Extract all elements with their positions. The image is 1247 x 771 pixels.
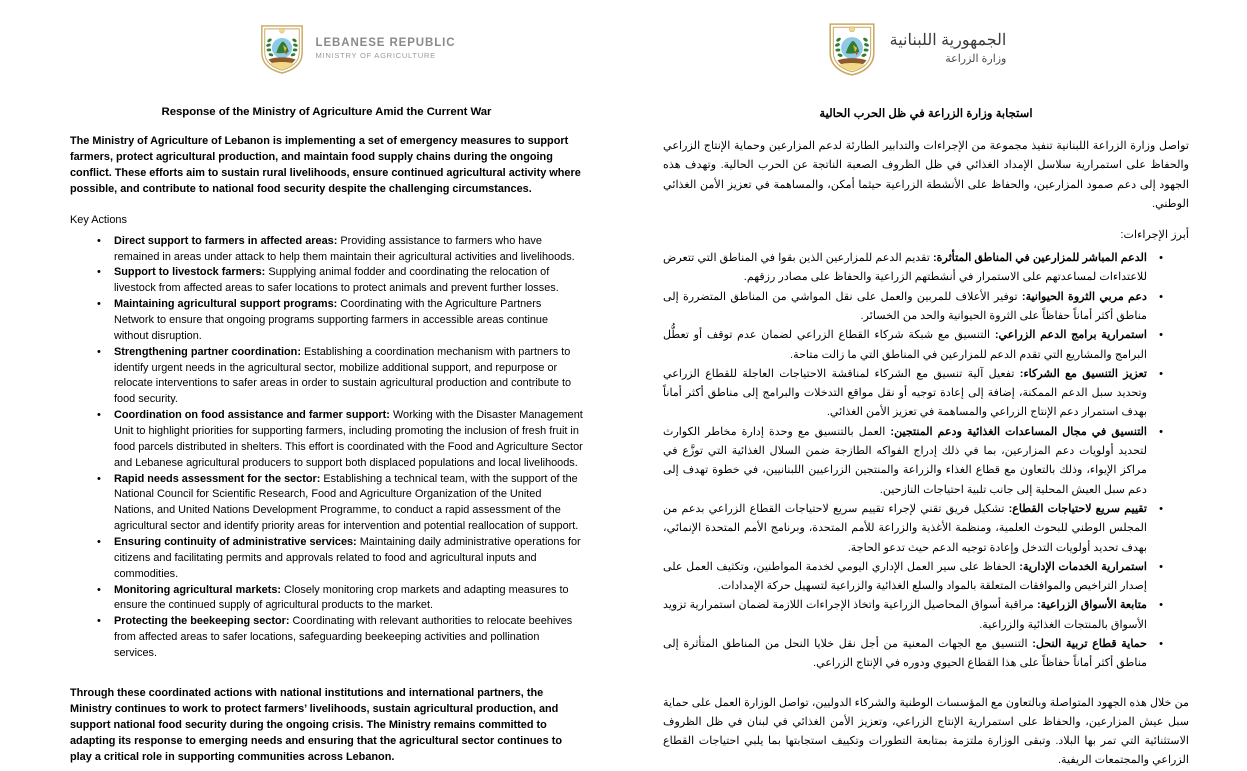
list-item-text: العمل بالتنسيق مع وحدة إدارة مخاطر الكوارث لتحديد أولويات دعم المزارعين، بما في ذلك إدراج الفواكه الطازجة ضمن السلال الغذائية التي توزَّع في مراكز الإيواء، وذلك بالتعاون مع قطاع الغذاء والزراعة والمنتجين الزراعيين اللبنانيين، في خطوة تهدف إلى دعم سبل العيش المحلية إلى جانب تلبية احتياجات النازحين. (663, 425, 1147, 496)
list-item-text: Supplying animal fodder and coordinating the relocation of livestock from affected areas to safer locations to protect animals and prevent further losses. (114, 266, 559, 295)
closing-paragraph-english: Through these coordinated actions with national institutions and international partners, the Ministry continues to work to protect farmers’ livelihoods, sustain agricultural production, and support national food security during the ongoing crisis. The Ministry remains committed to adapting its response to emerging needs and ensuring that the agricultural sector continues to play a critical role in supporting communities across Lebanon. (70, 686, 562, 763)
list-item-text: توفير الأعلاف للمربين والعمل على نقل المواشي من المناطق المتضررة إلى مناطق أكثر أماناً حفاظاً على الثروة الحيوانية والحد من الخسائر. (663, 290, 1147, 322)
letterhead-title-arabic: الجمهورية اللبنانية (889, 32, 1007, 50)
list-item (114, 408, 583, 471)
list-item-text: الحفاظ على سير العمل الإداري اليومي لخدمة المواطنين، وتكثيف العمل على إصدار التراخيص والموافقات المتعلقة بالمواد والسلع الغذائية والزراعية لتسهيل حركة الإمدادات. (663, 560, 1147, 593)
key-actions-heading-english: Key Actions (70, 213, 127, 226)
letterhead-title-english: LEBANESE REPUBLIC (315, 37, 456, 50)
list-item-text: Closely monitoring crop markets and adapting measures to ensure the continued supply of agricultural products to the market. (114, 583, 569, 612)
list-item-text: Coordinating with the Agriculture Partners Network to ensure that ongoing programs supporting farmers in accessible areas continue without disruption. (114, 298, 549, 342)
list-item-text: تقديم الدعم للمزارعين الذين بقوا في المناطق التي تتعرض للاعتداءات لمساعدتهم على الاستمرار في أنشطتهم الزراعية والحفاظ على مصادر رزقهم. (663, 252, 1147, 284)
letterhead-text-english (316, 37, 456, 61)
list-item-lead: التنسيق في مجال المساعدات الغذائية ودعم المنتجين: (890, 425, 1148, 438)
list-item-text: التنسيق مع شبكة شركاء القطاع الزراعي لضمان عدم توقف أو تعطُّل البرامج والمشاريع التي تقدم الدعم للمزارعين في المناطق التي ما زالت متاحة. (663, 329, 1147, 361)
list-item-text: Establishing a technical team, with the support of the National Council for Scientific Research, Food and Agriculture Organization of the United Nations, and United Nations Development Programme, to conduct a rapid assessment of the agricultural sector and identify priority areas for intervention and potential reallocation of support. (114, 472, 579, 533)
english-column (0, 0, 623, 763)
list-item-lead: استمرارية برامج الدعم الزراعي: (994, 329, 1148, 342)
list-item-text: Maintaining daily administrative operations for citizens and facilitating permits and approvals related to food and agricultural inputs and commodities. (114, 536, 581, 580)
lebanese-republic-emblem-icon (258, 23, 306, 75)
list-item-text: تشكيل فريق تقني لإجراء تقييم سريع لاحتياجات القطاع الزراعي بدعم من المجلس الوطني للبحوث العلمية، ومنظمة الأغذية والزراعة للأمم المتحدة، وبرنامج الأمم المتحدة الإنمائي، بهدف تحديد أولويات التدخل وإعادة توجيه الدعم حيث تدعو الحاجة. (663, 502, 1147, 554)
list-item (663, 326, 1147, 365)
intro-paragraph-english: The Ministry of Agriculture of Lebanon is implementing a set of emergency measures to support farmers, protect agricultural production, and maintain food supply chains during the ongoing conflict. These efforts aim to sustain rural livelihoods, ensure continued agricultural activity where possible, and contribute to national food security despite the challenging circumstances. (70, 135, 581, 195)
letterhead-text-arabic (890, 31, 1007, 67)
letterhead-english (70, 18, 583, 80)
list-item (663, 500, 1147, 558)
list-item (114, 297, 583, 345)
list-item-lead: Rapid needs assessment for the sector: (114, 472, 321, 485)
list-item-text: مراقبة أسواق المحاصيل الزراعية واتخاذ الإجراءات اللازمة لضمان استمرارية تزويد الأسواق بالمنتجات الغذائية والزراعية. (663, 599, 1147, 631)
list-item-text: Coordinating with relevant authorities to relocate beehives from affected areas to safer locations, safeguarding beekeeping activities and pollination services. (114, 615, 573, 660)
list-item (114, 345, 583, 408)
list-item-lead: Direct support to farmers in affected areas: (114, 234, 338, 247)
list-item-text: Establishing a coordination mechanism with partners to identify urgent needs in the agricultural sector, mobilize additional support, and repurpose or relocate interventions to safer areas in order to sustain agricultural production and contribute to food security. (114, 345, 572, 406)
intro-paragraph-arabic: تواصل وزارة الزراعة اللبنانية تنفيذ مجموعة من الإجراءات والتدابير الطارئة لدعم المزارعين وحماية الإنتاج الزراعي والحفاظ على استمرارية سلاسل الإمداد الغذائي في ظل الظروف الصعبة الناتجة عن الحرب الحالية. وتهدف هذه الجهود إلى دعم صمود المزارعين، والحفاظ على الأنشطة الزراعية حيثما أمكن، والمساهمة في تعزيز الأمن الغذائي الوطني. (663, 140, 1189, 210)
list-item-text: Working with the Disaster Management Unit to highlight priorities for supporting farmers, including promoting the inclusion of fresh fruit in food parcels distributed in shelters. This effort is coordinated with the Food and Agriculture Sector and Lebanese agricultural producers to support both displaced populations and local livelihoods. (114, 409, 583, 469)
list-item (114, 265, 583, 297)
list-item-lead: متابعة الأسواق الزراعية: (1036, 599, 1148, 612)
key-actions-list-arabic (663, 249, 1189, 674)
key-actions-heading-arabic: أبرز الإجراءات: (1120, 229, 1189, 242)
document-title-english: Response of the Ministry of Agriculture Amid the Current War (161, 106, 492, 118)
list-item (663, 288, 1147, 327)
letterhead-subtitle-english: MINISTRY OF AGRICULTURE (315, 51, 436, 61)
list-item-lead: Protecting the beekeeping sector: (114, 615, 290, 628)
list-item (663, 635, 1147, 674)
list-item-lead: الدعم المباشر للمزارعين في المناطق المتأثرة: (932, 252, 1147, 265)
list-item-lead: تعزيز التنسيق مع الشركاء: (1019, 367, 1147, 380)
list-item (663, 558, 1147, 597)
list-item-lead: تقييم سريع لاحتياجات القطاع: (1008, 502, 1147, 515)
list-item-text: التنسيق مع الجهات المعنية من أجل نقل خلايا النحل من المناطق المتأثرة إلى مناطق أكثر أماناً حفاظاً على هذا القطاع الحيوي ودوره في الإنتاج الزراعي. (663, 638, 1147, 670)
list-item-text: Providing assistance to farmers who have remained in areas under attack to help them maintain their agricultural activities and livelihoods. (114, 234, 575, 263)
document-title-arabic: استجابة وزارة الزراعة في ظل الحرب الحالية (819, 107, 1033, 120)
key-actions-list-english (70, 234, 583, 662)
list-item (663, 596, 1147, 635)
lebanese-republic-emblem-icon (826, 21, 878, 77)
list-item (663, 365, 1147, 423)
list-item-text: تفعيل آلية تنسيق مع الشركاء لمناقشة الاحتياجات العاجلة للقطاع الزراعي وتحديد سبل الدعم الممكنة، إضافة إلى إعادة توجيه أو نقل مواقع التدخلات والبرامج إلى مناطق أكثر أماناً بهدف استمرار دعم الإنتاج الزراعي والمساهمة في تعزيز الأمن الغذائي. (663, 367, 1147, 419)
list-item-lead: Strengthening partner coordination: (114, 345, 301, 358)
list-item (114, 472, 583, 535)
list-item-lead: دعم مربي الثروة الحيوانية: (1021, 290, 1147, 303)
list-item-lead: Coordination on food assistance and farmer support: (114, 409, 390, 422)
list-item-lead: حماية قطاع تربية النحل: (1032, 638, 1147, 650)
list-item-lead: Ensuring continuity of administrative services: (114, 536, 357, 549)
letterhead-subtitle-arabic: وزارة الزراعة (945, 53, 1007, 66)
list-item (114, 583, 583, 615)
letterhead-arabic (663, 18, 1189, 80)
arabic-column (623, 0, 1246, 767)
list-item (663, 249, 1147, 288)
list-item-lead: Maintaining agricultural support programs: (114, 298, 338, 311)
list-item-lead: استمرارية الخدمات الإدارية: (1019, 560, 1147, 573)
list-item (114, 234, 583, 266)
list-item-lead: Support to livestock farmers: (114, 266, 266, 279)
list-item-lead: Monitoring agricultural markets: (114, 583, 282, 596)
list-item (663, 423, 1147, 500)
list-item (114, 614, 583, 662)
list-item (114, 535, 583, 583)
closing-paragraph-arabic: من خلال هذه الجهود المتواصلة وبالتعاون مع المؤسسات الوطنية والشركاء الدوليين، تواصل الوزارة العمل على حماية سبل عيش المزارعين، والحفاظ على استمرارية الإنتاج الزراعي، وتعزيز الأمن الغذائي في لبنان في ظل الظروف الاستثنائية التي تمر بها البلاد. وتبقى الوزارة ملتزمة بمتابعة التطورات وتكييف استجابتها بما يلبي احتياجات القطاع الزراعي والمجتمعات الريفية. (663, 696, 1189, 767)
